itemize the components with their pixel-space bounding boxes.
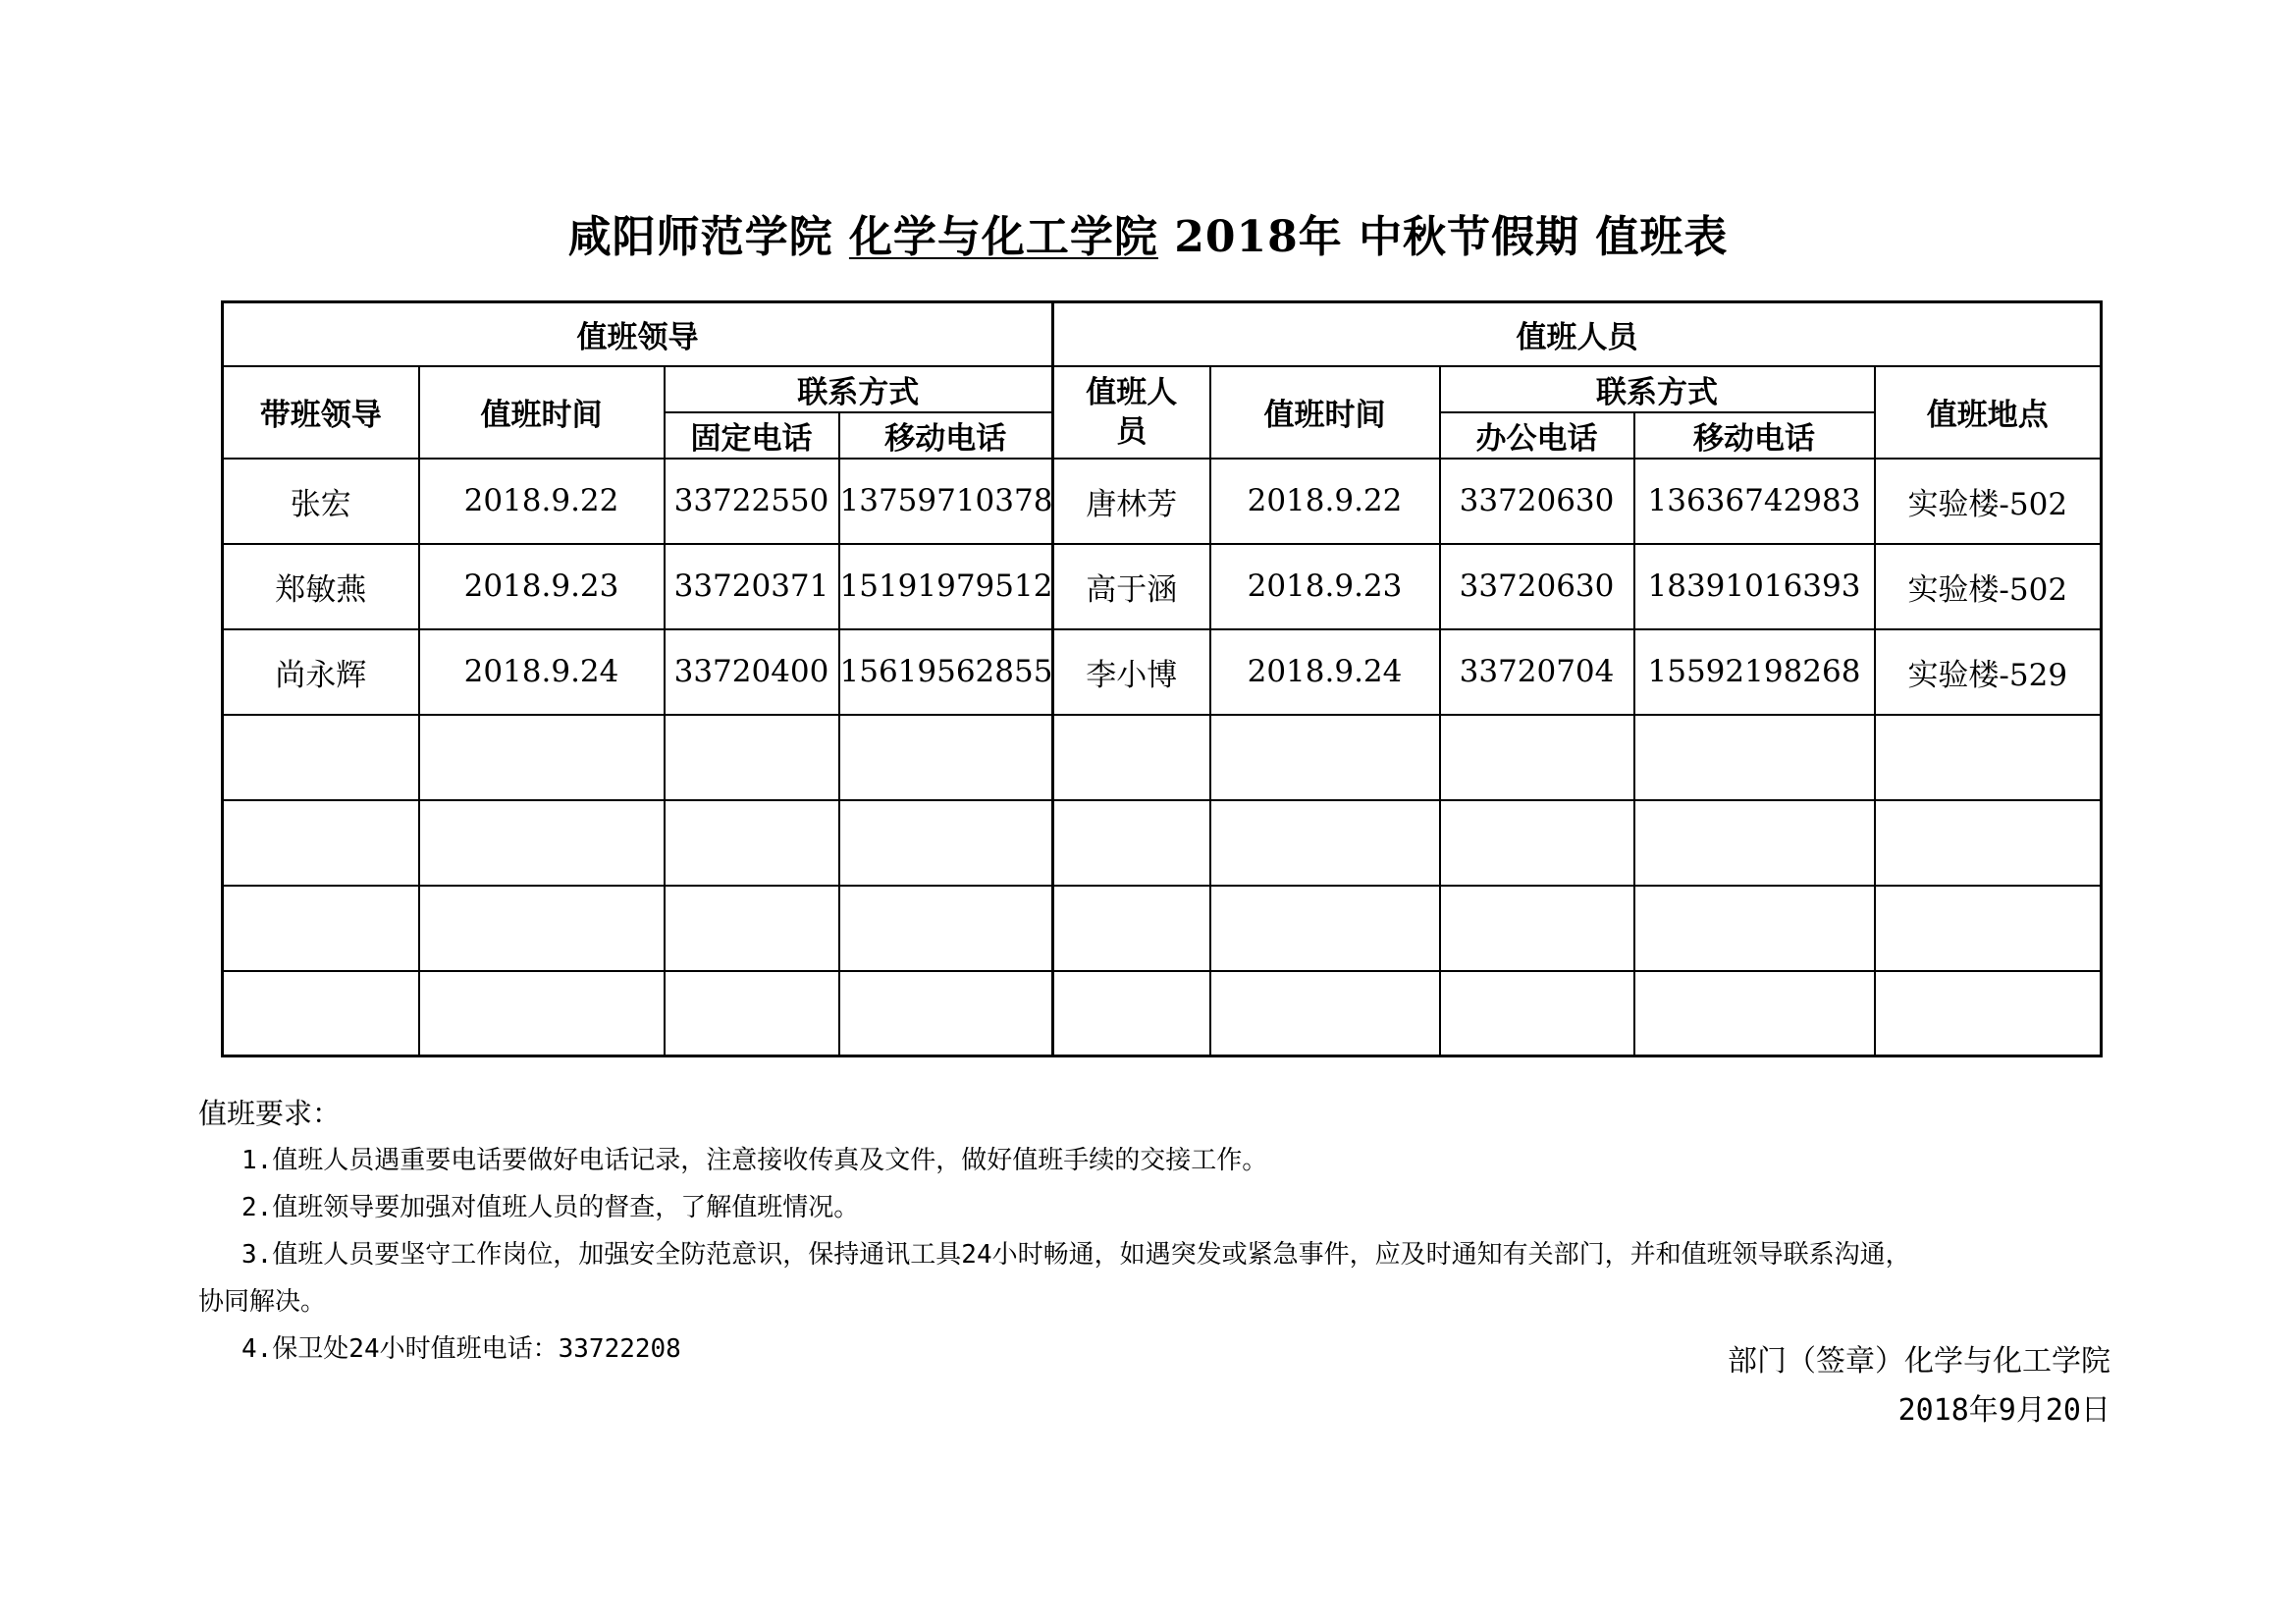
requirement-item: 2.值班领导要加强对值班人员的督查，了解值班情况。 [241,1193,860,1222]
table-row [223,459,2102,544]
staff-office-cell: 33720704 [1440,629,1634,715]
empty-row [223,800,2102,886]
table-row [223,629,2102,715]
leader-mobile-cell: 13759710378 [839,459,1053,544]
header-staff-contact: 联系方式 [1440,366,1875,412]
signature-date: 2018年9月20日 [1897,1393,2110,1428]
staff-date-cell: 2018.9.23 [1210,544,1440,629]
header-leader-contact: 联系方式 [665,366,1053,412]
header-staff-name: 值班人员 [1053,366,1210,459]
requirement-item: 4.保卫处24小时值班电话：33722208 [241,1334,681,1364]
leader-landline-cell: 33720371 [665,544,839,629]
leader-date-cell: 2018.9.24 [419,629,665,715]
leader-name-cell: 郑敏燕 [223,544,419,629]
leader-mobile-cell: 15619562855 [839,629,1053,715]
group-header-leader: 值班领导 [223,302,1053,366]
staff-office-cell: 33720630 [1440,544,1634,629]
staff-office-cell: 33720630 [1440,459,1634,544]
title-holiday: 中秋节假期 [1359,212,1580,262]
staff-name-cell: 唐林芳 [1053,459,1210,544]
location-cell: 实验楼-502 [1875,459,2102,544]
leader-name-cell: 张宏 [223,459,419,544]
header-staff-time: 值班时间 [1210,366,1440,459]
table-row [223,544,2102,629]
staff-mobile-cell: 15592198268 [1634,629,1875,715]
leader-date-cell: 2018.9.22 [419,459,665,544]
title-year: 2018年 [1174,212,1343,262]
location-cell: 实验楼-529 [1875,629,2102,715]
group-header-staff: 值班人员 [1053,302,2102,366]
leader-mobile-cell: 15191979512 [839,544,1053,629]
signature-department: 部门（签章）化学与化工学院 [1728,1344,2110,1379]
title-school: 咸阳师范学院 [567,212,833,262]
signature-block [1728,1337,2110,1435]
empty-row [223,886,2102,971]
staff-mobile-cell: 13636742983 [1634,459,1875,544]
title-suffix: 值班表 [1595,212,1729,262]
page-title [0,201,2296,264]
requirement-item: 1.值班人员遇重要电话要做好电话记录，注意接收传真及文件，做好值班手续的交接工作。 [241,1146,1268,1175]
header-leader-landline: 固定电话 [665,412,839,459]
title-department: 化学与化工学院 [848,212,1158,262]
requirements-heading: 值班要求： [198,1097,342,1130]
leader-landline-cell: 33720400 [665,629,839,715]
empty-row [223,971,2102,1056]
header-staff-office: 办公电话 [1440,412,1634,459]
requirement-item-continuation: 协同解决。 [198,1287,327,1317]
staff-date-cell: 2018.9.24 [1210,629,1440,715]
leader-name-cell: 尚永辉 [223,629,419,715]
header-leader-mobile: 移动电话 [839,412,1053,459]
staff-mobile-cell: 18391016393 [1634,544,1875,629]
requirements-section [198,1090,2122,1373]
leader-landline-cell: 33722550 [665,459,839,544]
duty-table [221,300,2103,1057]
staff-name-cell: 高于涵 [1053,544,1210,629]
leader-date-cell: 2018.9.23 [419,544,665,629]
header-staff-mobile: 移动电话 [1634,412,1875,459]
staff-date-cell: 2018.9.22 [1210,459,1440,544]
header-leader-name: 带班领导 [223,366,419,459]
requirement-item: 3.值班人员要坚守工作岗位，加强安全防范意识，保持通讯工具24小时畅通，如遇突发或紧急事件，应及时通知有关部门，并和值班领导联系沟通， [241,1240,1911,1270]
location-cell: 实验楼-502 [1875,544,2102,629]
staff-name-cell: 李小博 [1053,629,1210,715]
header-row [223,366,2102,412]
header-leader-time: 值班时间 [419,366,665,459]
header-location: 值班地点 [1875,366,2102,459]
empty-row [223,715,2102,800]
group-header-row [223,302,2102,366]
